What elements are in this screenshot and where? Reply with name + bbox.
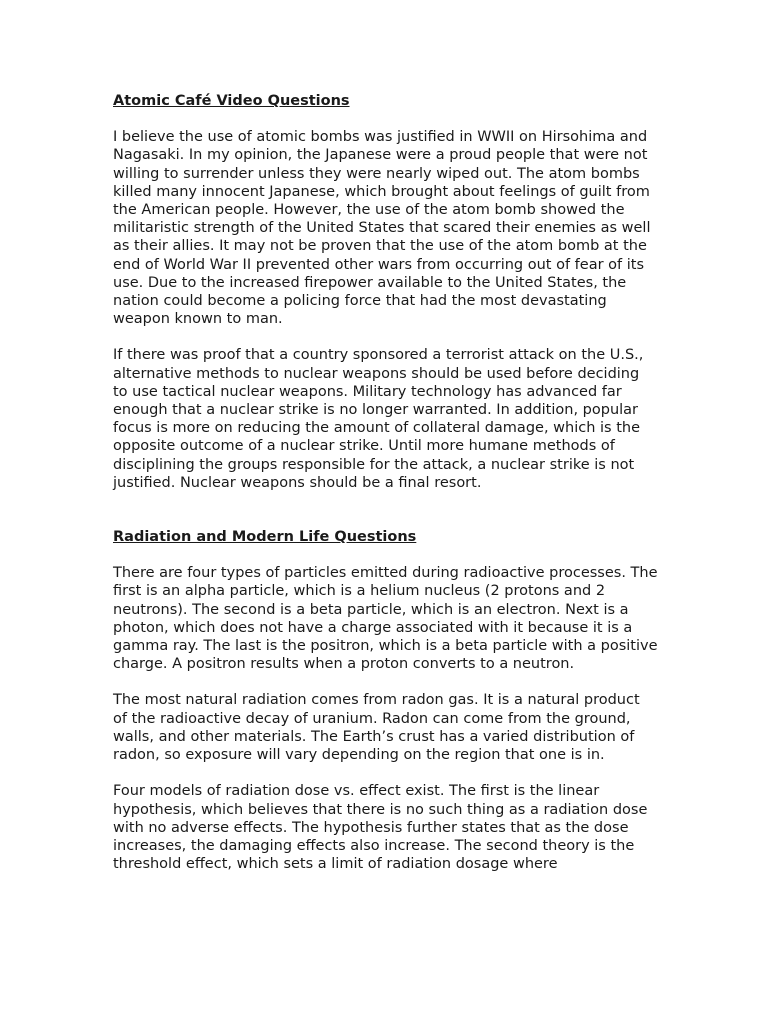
paragraph-radon-gas: The most natural radiation comes from radon gas. It is a natural product of the radioactive decay of uranium. Radon can come from the ground, walls, and other materials. The Earth’s crust has a varied distribution of radon, so exposure will vary depending on the region that one is in. <box>113 692 640 764</box>
paragraph-terrorist-attack-response: If there was proof that a country sponsored a terrorist attack on the U.S., alternative methods to nuclear weapons should be used before deciding to use tactical nuclear weapons. Military technology has advanced far enough that a nuclear strike is no longer warranted. In addition, popular focus is more on reducing the amount of collateral damage, which is the opposite outcome of a nuclear strike. Until more humane methods of disciplining the groups responsible for the attack, a nuclear strike is not justified. Nuclear weapons should be a final resort. <box>113 347 644 491</box>
paragraph-atomic-bomb-justification: I believe the use of atomic bombs was justified in WWII on Hirsohima and Nagasaki. In my opinion, the Japanese were a proud people that were not willing to surrender unless they were nearly wiped out. The atom bombs killed many innocent Japanese, which brought about feelings of guilt from the American people. However, the use of the atom bomb showed the militaristic strength of the United States that scared their enemies as well as their allies. It may not be proven that the use of the atom bomb at the end of World War II prevented other wars from occurring out of fear of its use. Due to the increased firepower available to the United States, the nation could become a policing force that had the most devastating weapon known to man. <box>113 129 651 328</box>
paragraph-particle-types: There are four types of particles emitted during radioactive processes. The first is an alpha particle, which is a helium nucleus (2 protons and 2 neutrons). The second is a beta particle, which is an electron. Next is a photon, which does not have a charge associated with it because it is a gamma ray. The last is the positron, which is a beta particle with a positive charge. A positron results when a proton converts to a neutron. <box>113 565 658 673</box>
section-heading-radiation-modern-life: Radiation and Modern Life Questions <box>113 529 417 546</box>
section-heading-atomic-cafe: Atomic Café Video Questions <box>113 93 350 109</box>
document-page <box>113 92 658 873</box>
paragraph-dose-effect-models: Four models of radiation dose vs. effect exist. The first is the linear hypothesis, which believes that there is no such thing as a radiation dose with no adverse effects. The hypothesis further states that as the dose increases, the damaging effects also increase. The second theory is the threshold effect, which sets a limit of radiation dosage where <box>113 783 648 873</box>
